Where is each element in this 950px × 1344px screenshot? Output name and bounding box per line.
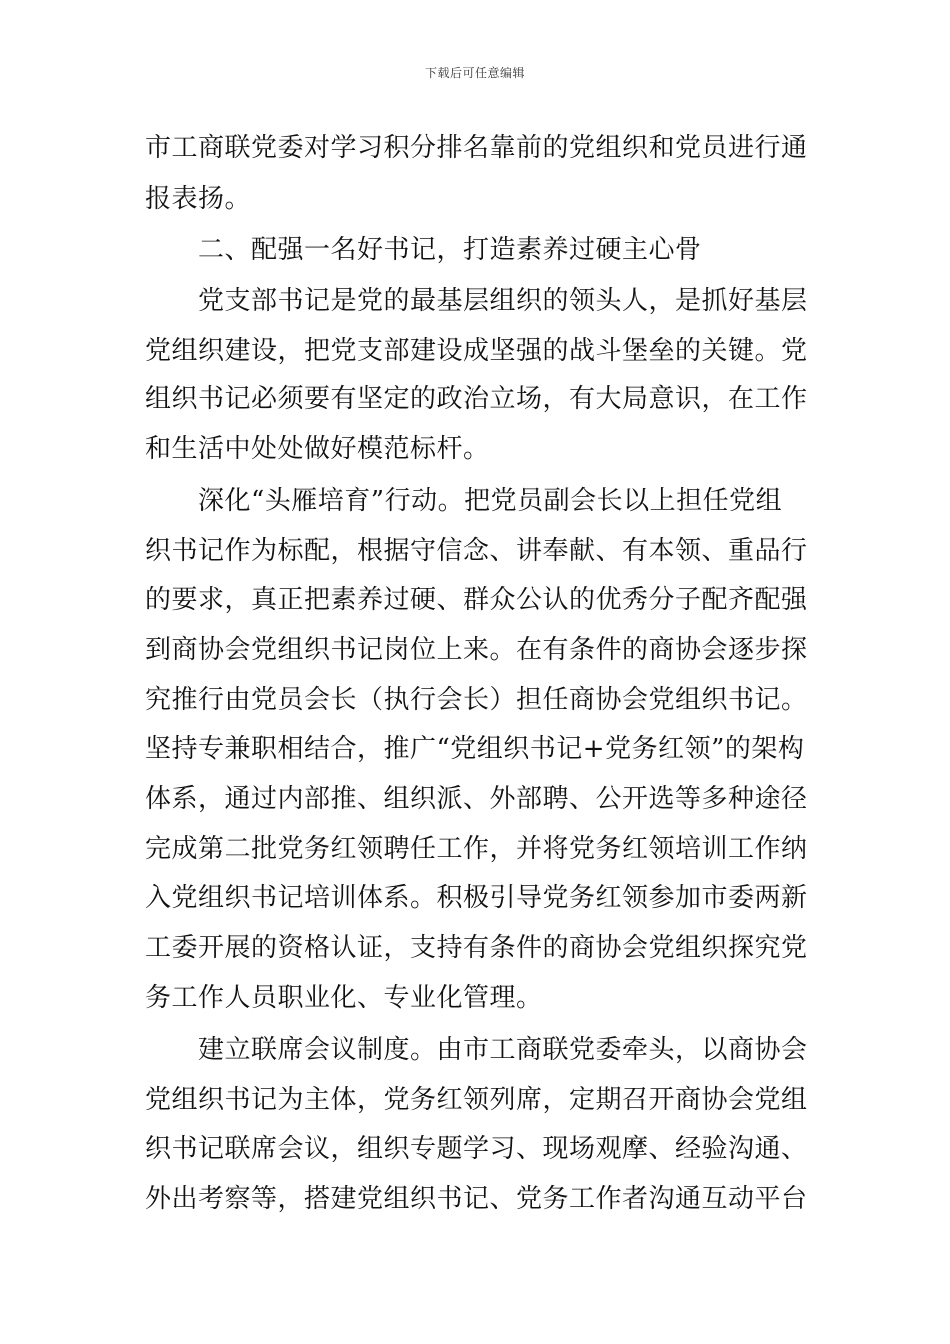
body-line: 工委开展的资格认证，支持有条件的商协会党组织探究党 [145, 933, 808, 963]
body-line: 究推行由党员会长（执行会长）担任商协会党组织书记。 [145, 685, 808, 715]
body-line: 党支部书记是党的最基层组织的领头人，是抓好基层 [198, 286, 808, 316]
body-line: 织书记联席会议，组织专题学习、现场观摩、经验沟通、 [145, 1134, 808, 1164]
page-header: 下载后可任意编辑 [424, 66, 525, 80]
body-line: 和生活中处处做好模范标杆。 [145, 434, 490, 464]
body-line: 入党组织书记培训体系。积极引导党务红领参加市委两新 [145, 883, 808, 913]
body-line: 的要求，真正把素养过硬、群众公认的优秀分子配齐配强 [145, 585, 808, 615]
body-line: 坚持专兼职相结合，推广“党组织书记+党务红领”的架构 [145, 734, 805, 764]
body-line: 体系，通过内部推、组织派、外部聘、公开选等多种途径 [145, 784, 808, 814]
body-line: 到商协会党组织书记岗位上来。在有条件的商协会逐步探 [145, 635, 808, 665]
body-line: 党组织书记为主体，党务红领列席，定期召开商协会党组 [145, 1085, 808, 1115]
body-line: 织书记作为标配，根据守信念、讲奉献、有本领、重品行 [145, 536, 808, 566]
body-line: 务工作人员职业化、专业化管理。 [145, 983, 543, 1013]
body-line: 完成第二批党务红领聘任工作，并将党务红领培训工作纳 [145, 834, 808, 864]
body-line: 报表扬。 [145, 184, 252, 214]
body-line: 深化“头雁培育”行动。把党员副会长以上担任党组 [198, 486, 783, 516]
section-heading: 二、配强一名好书记，打造素养过硬主心骨 [198, 235, 702, 265]
body-line: 外出考察等，搭建党组织书记、党务工作者沟通互动平台 [145, 1184, 808, 1214]
body-line: 党组织建设，把党支部建设成坚强的战斗堡垒的关键。党 [145, 336, 808, 366]
body-line: 建立联席会议制度。由市工商联党委牵头，以商协会 [198, 1035, 808, 1065]
body-line: 市工商联党委对学习积分排名靠前的党组织和党员进行通 [145, 133, 808, 163]
body-line: 组织书记必须要有坚定的政治立场，有大局意识，在工作 [145, 384, 808, 414]
